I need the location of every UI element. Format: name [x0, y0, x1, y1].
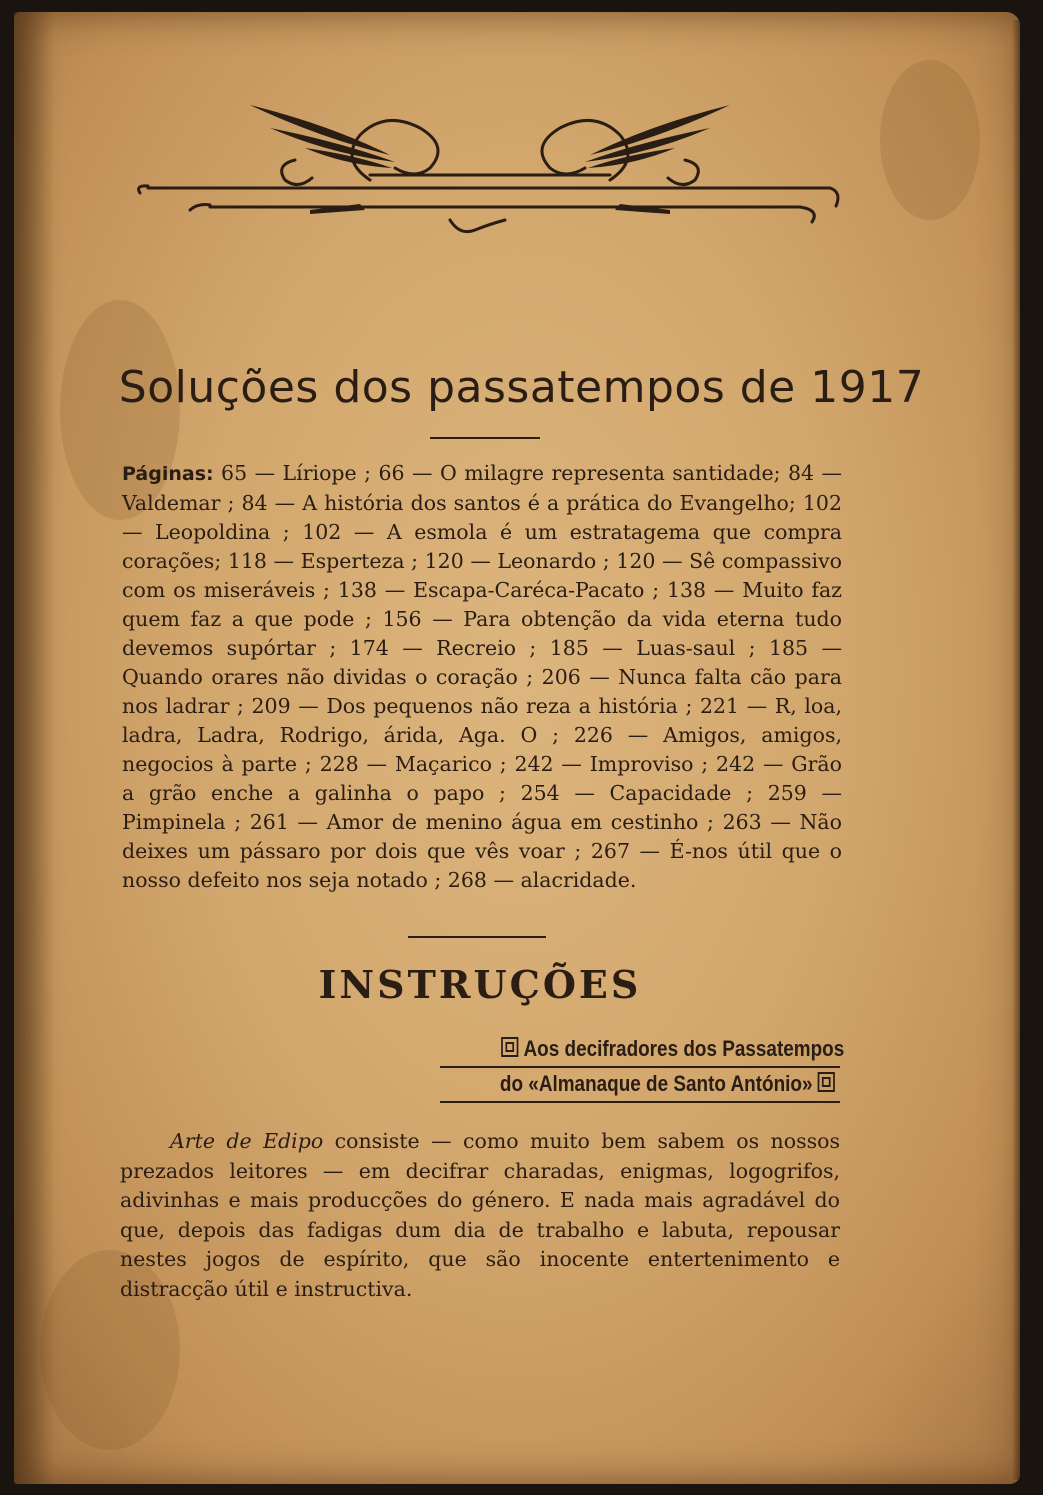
- section-heading: INSTRUÇÕES: [318, 962, 642, 1007]
- square-box-icon: [818, 1072, 835, 1092]
- divider: [430, 437, 540, 439]
- subtitle-line-2: [496, 1071, 840, 1097]
- solutions-paragraph: [122, 459, 842, 895]
- solutions-text: 65 — Líriope ; 66 — O milagre representa santidade; 84 — Valdemar ; 84 — A história dos santos é a prática do Evangelho; 102 — Leopoldina ; 102 — A esmola é um estratagema que compra corações; 118 — Esperteza ; 120 — Leonardo ; 120 — Sê compassivo com os miseráveis ; 138 — Escapa-Caréca-Pacato ; 138 — Muito faz quem faz a que pode ; 156 — Para obtenção da vida eterna tudo devemos supórtar ; 174 — Recreio ; 185 — Luas-saul ; 185 — Quando orares não dividas o coração ; 206 — Nunca falta cão para nos ladrar ; 209 — Dos pequenos não reza a história ; 221 — R, loa, ladra, Ladra, Rodrigo, árida, Aga. O ; 226 — Amigos, amigos, negocios à parte ; 228 — Maçarico ; 242 — Improviso ; 242 — Grão a grão enche a galinha o papo ; 254 — Capacidade ; 259 — Pimpinela ; 261 — Amor de menino água em cestinho ; 263 — Não deixes um pássaro por dois que vês voar ; 267 — É-nos útil que o nosso defeito nos seja notado ; 268 — alacridade.: [122, 461, 842, 892]
- page-edge: [1012, 20, 1020, 1480]
- square-box-icon: [501, 1037, 518, 1057]
- subtitle-underline: [440, 1101, 840, 1103]
- subtitle-line-1-text: Aos decifradores dos Passatempos: [523, 1036, 845, 1061]
- body-italic-term: Arte de Edipo: [170, 1129, 324, 1153]
- subtitle-line-1: [496, 1036, 845, 1062]
- subtitle-underline: [440, 1066, 840, 1068]
- binding-shadow: [14, 12, 54, 1484]
- body-text: consiste — como muito bem sabem os nossos prezados leitores — em decifrar charadas, enigmas, logogrifos, adivinhas e mais producções do género. E nada mais agradável do que, depois das fadigas dum dia de trabalho e labuta, repousar nestes jogos de espírito, que são inocente entertenimento e distracção útil e instructiva.: [120, 1129, 841, 1301]
- paper-stain: [880, 60, 980, 220]
- instructions-paragraph: [120, 1127, 840, 1304]
- solutions-lead: Páginas:: [122, 463, 214, 485]
- ornamental-header-icon: [130, 80, 850, 260]
- divider: [408, 936, 546, 938]
- page-title: Soluções dos passatempos de 1917: [118, 362, 925, 413]
- subtitle-line-2-text: do «Almanaque de Santo António»: [499, 1071, 813, 1096]
